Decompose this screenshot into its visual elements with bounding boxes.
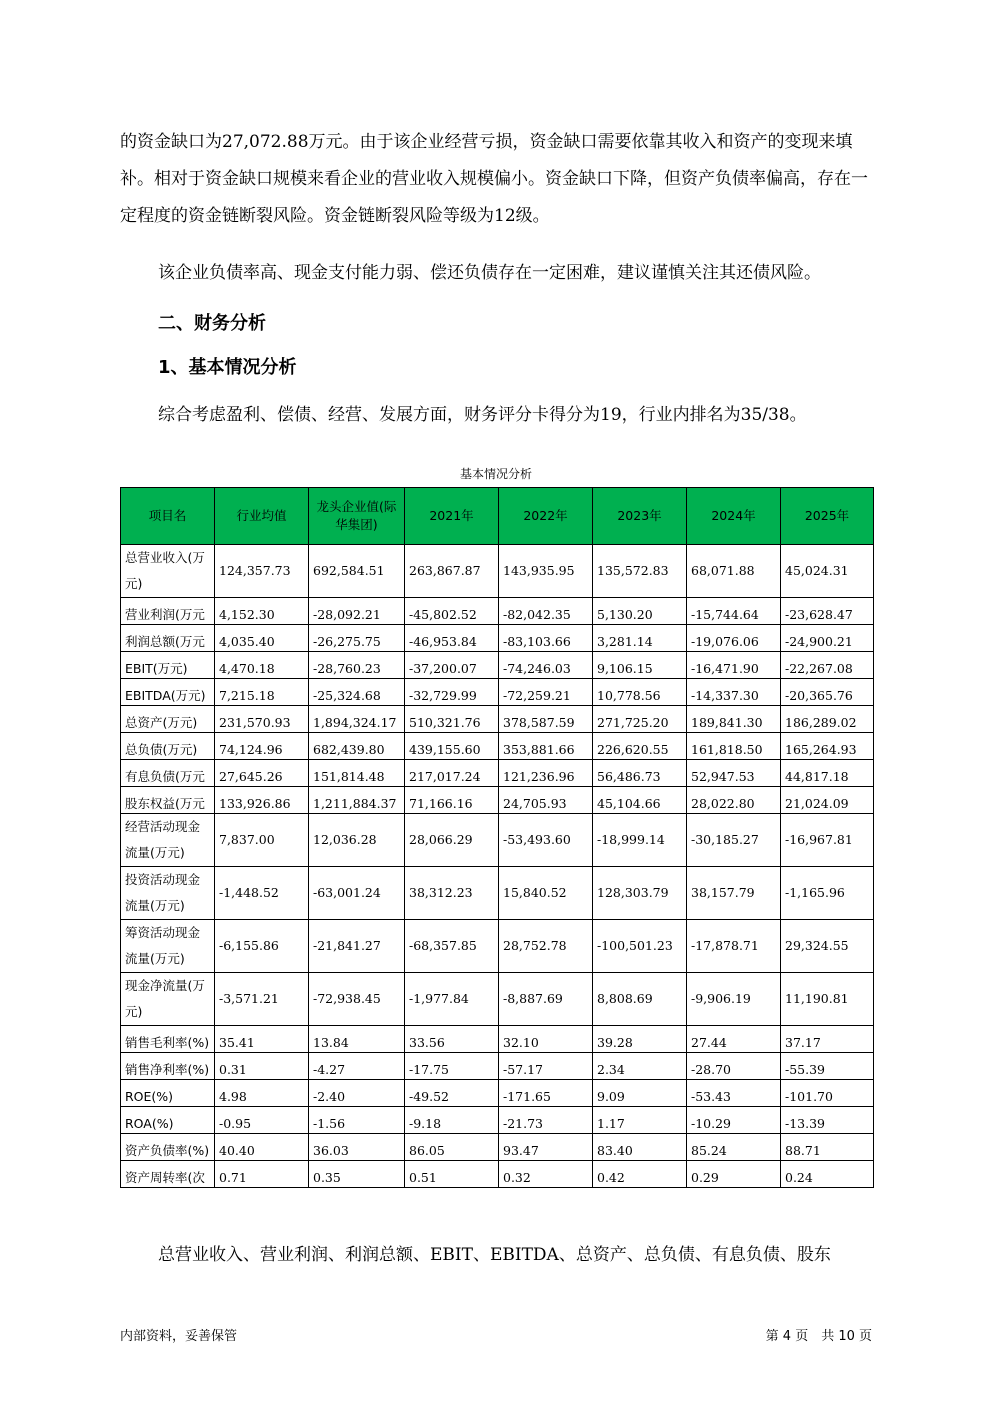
table-cell: 378,587.59 — [499, 706, 593, 733]
table-cell: 44,817.18 — [781, 760, 874, 787]
table-cell: 33.56 — [405, 1026, 499, 1053]
table-cell: -28.70 — [687, 1053, 781, 1080]
table-caption: 基本情况分析 — [459, 467, 532, 481]
table-cell: -8,887.69 — [499, 973, 593, 1026]
row-label: 筹资活动现金流量(万元) — [121, 920, 215, 973]
table-cell: 56,486.73 — [593, 760, 687, 787]
table-cell: 8,808.69 — [593, 973, 687, 1026]
table-cell: -1,165.96 — [781, 867, 874, 920]
table-cell: -17.75 — [405, 1053, 499, 1080]
table-cell: -171.65 — [499, 1080, 593, 1107]
table-cell: 40.40 — [215, 1134, 309, 1161]
table-cell: -21.73 — [499, 1107, 593, 1134]
paragraph-debt-risk: 该企业负债率高、现金支付能力弱、偿还负债存在一定困难，建议谨慎关注其还债风险。 — [158, 263, 821, 283]
table-cell: -9,906.19 — [687, 973, 781, 1026]
table-cell: 29,324.55 — [781, 920, 874, 973]
basic-analysis-table — [120, 487, 874, 1188]
table-row — [121, 973, 874, 1026]
table-cell: -4.27 — [309, 1053, 405, 1080]
table-cell: -16,967.81 — [781, 814, 874, 867]
row-label: 资产周转率(次 — [121, 1161, 215, 1188]
row-label: 现金净流量(万元) — [121, 973, 215, 1026]
table-cell: 5,130.20 — [593, 598, 687, 625]
table-cell: 135,572.83 — [593, 545, 687, 598]
table-cell: -2.40 — [309, 1080, 405, 1107]
table-cell: -16,471.90 — [687, 652, 781, 679]
table-row — [121, 920, 874, 973]
table-cell: 36.03 — [309, 1134, 405, 1161]
table-cell: -1.56 — [309, 1107, 405, 1134]
table-row — [121, 814, 874, 867]
row-label: EBITDA(万元) — [121, 679, 215, 706]
table-cell: 161,818.50 — [687, 733, 781, 760]
subsection-heading: 1、基本情况分析 — [158, 357, 297, 378]
table-header-cell: 2021年 — [405, 488, 499, 545]
section-heading: 二、财务分析 — [158, 313, 266, 334]
table-cell: -23,628.47 — [781, 598, 874, 625]
table-header-cell: 2025年 — [781, 488, 874, 545]
table-cell: -25,324.68 — [309, 679, 405, 706]
table-cell: 12,036.28 — [309, 814, 405, 867]
table-cell: 9.09 — [593, 1080, 687, 1107]
table-cell: -26,275.75 — [309, 625, 405, 652]
table-cell: -82,042.35 — [499, 598, 593, 625]
table-cell: -46,953.84 — [405, 625, 499, 652]
table-cell: -15,744.64 — [687, 598, 781, 625]
table-cell: 39.28 — [593, 1026, 687, 1053]
table-header-cell: 行业均值 — [215, 488, 309, 545]
table-cell: -53,493.60 — [499, 814, 593, 867]
paragraph-score: 综合考虑盈利、偿债、经营、发展方面，财务评分卡得分为19，行业内排名为35/38。 — [158, 405, 807, 425]
table-header-cell: 2024年 — [687, 488, 781, 545]
table-cell: -6,155.86 — [215, 920, 309, 973]
table-cell: -1,977.84 — [405, 973, 499, 1026]
table-row — [121, 1026, 874, 1053]
table-cell: 2.34 — [593, 1053, 687, 1080]
table-cell: 83.40 — [593, 1134, 687, 1161]
table-cell: 231,570.93 — [215, 706, 309, 733]
table-cell: 45,104.66 — [593, 787, 687, 814]
table-cell: -72,259.21 — [499, 679, 593, 706]
table-header-cell: 2023年 — [593, 488, 687, 545]
table-cell: 692,584.51 — [309, 545, 405, 598]
row-label: 股东权益(万元 — [121, 787, 215, 814]
table-cell: 510,321.76 — [405, 706, 499, 733]
table-cell: -100,501.23 — [593, 920, 687, 973]
table-row — [121, 706, 874, 733]
table-cell: 1,894,324.17 — [309, 706, 405, 733]
table-cell: 27,645.26 — [215, 760, 309, 787]
table-cell: 24,705.93 — [499, 787, 593, 814]
table-cell: 88.71 — [781, 1134, 874, 1161]
table-cell: -63,001.24 — [309, 867, 405, 920]
table-cell: 124,357.73 — [215, 545, 309, 598]
table-row — [121, 598, 874, 625]
table-cell: 1,211,884.37 — [309, 787, 405, 814]
table-cell: 3,281.14 — [593, 625, 687, 652]
table-row — [121, 1080, 874, 1107]
footer-page-number: 第 4 页 共 10 页 — [765, 1329, 872, 1344]
table-cell: 15,840.52 — [499, 867, 593, 920]
table-cell: -0.95 — [215, 1107, 309, 1134]
table-row — [121, 545, 874, 598]
table-row — [121, 1161, 874, 1188]
table-cell: 226,620.55 — [593, 733, 687, 760]
table-cell: 0.71 — [215, 1161, 309, 1188]
table-cell: -21,841.27 — [309, 920, 405, 973]
table-cell: -18,999.14 — [593, 814, 687, 867]
table-row — [121, 867, 874, 920]
row-label: ROE(%) — [121, 1080, 215, 1107]
table-row — [121, 625, 874, 652]
row-label: 经营活动现金流量(万元) — [121, 814, 215, 867]
table-cell: 45,024.31 — [781, 545, 874, 598]
table-cell: 7,215.18 — [215, 679, 309, 706]
table-cell: 0.24 — [781, 1161, 874, 1188]
table-cell: 86.05 — [405, 1134, 499, 1161]
row-label: EBIT(万元) — [121, 652, 215, 679]
table-cell: 0.42 — [593, 1161, 687, 1188]
table-cell: -17,878.71 — [687, 920, 781, 973]
row-label: 利润总额(万元 — [121, 625, 215, 652]
table-cell: 165,264.93 — [781, 733, 874, 760]
table-cell: -28,760.23 — [309, 652, 405, 679]
table-cell: -68,357.85 — [405, 920, 499, 973]
row-label: ROA(%) — [121, 1107, 215, 1134]
table-cell: 4,470.18 — [215, 652, 309, 679]
table-cell: -72,938.45 — [309, 973, 405, 1026]
footer-confidential: 内部资料，妥善保管 — [120, 1329, 238, 1344]
table-cell: 0.51 — [405, 1161, 499, 1188]
table-row — [121, 733, 874, 760]
table-cell: -30,185.27 — [687, 814, 781, 867]
table-cell: 21,024.09 — [781, 787, 874, 814]
table-cell: -55.39 — [781, 1053, 874, 1080]
table-cell: -74,246.03 — [499, 652, 593, 679]
table-header-cell: 项目名 — [121, 488, 215, 545]
table-row — [121, 1053, 874, 1080]
table-cell: 4,152.30 — [215, 598, 309, 625]
table-cell: 38,157.79 — [687, 867, 781, 920]
table-row — [121, 1134, 874, 1161]
table-cell: 682,439.80 — [309, 733, 405, 760]
table-cell: 4.98 — [215, 1080, 309, 1107]
table-cell: -10.29 — [687, 1107, 781, 1134]
table-row — [121, 760, 874, 787]
table-cell: 186,289.02 — [781, 706, 874, 733]
table-cell: 38,312.23 — [405, 867, 499, 920]
table-cell: 0.29 — [687, 1161, 781, 1188]
row-label: 总负债(万元) — [121, 733, 215, 760]
table-header-row — [121, 488, 874, 545]
table-cell: 28,022.80 — [687, 787, 781, 814]
table-cell: -28,092.21 — [309, 598, 405, 625]
table-cell: -14,337.30 — [687, 679, 781, 706]
table-cell: -37,200.07 — [405, 652, 499, 679]
table-cell: -101.70 — [781, 1080, 874, 1107]
table-cell: 263,867.87 — [405, 545, 499, 598]
table-body — [121, 545, 874, 1188]
table-cell: 128,303.79 — [593, 867, 687, 920]
table-cell: -49.52 — [405, 1080, 499, 1107]
table-cell: 133,926.86 — [215, 787, 309, 814]
row-label: 营业利润(万元 — [121, 598, 215, 625]
table-row — [121, 652, 874, 679]
table-cell: -45,802.52 — [405, 598, 499, 625]
table-cell: 1.17 — [593, 1107, 687, 1134]
row-label: 销售毛利率(%) — [121, 1026, 215, 1053]
table-cell: 10,778.56 — [593, 679, 687, 706]
table-cell: -57.17 — [499, 1053, 593, 1080]
row-label: 投资活动现金流量(万元) — [121, 867, 215, 920]
table-row — [121, 1107, 874, 1134]
table-cell: -9.18 — [405, 1107, 499, 1134]
table-cell: -20,365.76 — [781, 679, 874, 706]
table-cell: 52,947.53 — [687, 760, 781, 787]
table-cell: 71,166.16 — [405, 787, 499, 814]
table-cell: 353,881.66 — [499, 733, 593, 760]
table-cell: 11,190.81 — [781, 973, 874, 1026]
table-cell: 439,155.60 — [405, 733, 499, 760]
table-cell: 68,071.88 — [687, 545, 781, 598]
table-cell: 74,124.96 — [215, 733, 309, 760]
table-cell: 189,841.30 — [687, 706, 781, 733]
table-cell: 13.84 — [309, 1026, 405, 1053]
table-cell: -19,076.06 — [687, 625, 781, 652]
table-cell: -53.43 — [687, 1080, 781, 1107]
table-cell: -22,267.08 — [781, 652, 874, 679]
table-header-cell: 龙头企业值(际华集团) — [309, 488, 405, 545]
table-cell: 85.24 — [687, 1134, 781, 1161]
row-label: 总资产(万元) — [121, 706, 215, 733]
table-cell: 7,837.00 — [215, 814, 309, 867]
paragraph-continuation: 总营业收入、营业利润、利润总额、EBIT、EBITDA、总资产、总负债、有息负债、股东 — [158, 1245, 831, 1265]
table-cell: -3,571.21 — [215, 973, 309, 1026]
table-cell: 35.41 — [215, 1026, 309, 1053]
table-cell: 0.31 — [215, 1053, 309, 1080]
table-cell: -32,729.99 — [405, 679, 499, 706]
table-cell: 32.10 — [499, 1026, 593, 1053]
table-cell: 4,035.40 — [215, 625, 309, 652]
row-label: 有息负债(万元 — [121, 760, 215, 787]
table-cell: 143,935.95 — [499, 545, 593, 598]
table-cell: 27.44 — [687, 1026, 781, 1053]
row-label: 资产负债率(%) — [121, 1134, 215, 1161]
table-cell: 271,725.20 — [593, 706, 687, 733]
table-cell: 28,066.29 — [405, 814, 499, 867]
table-cell: 0.32 — [499, 1161, 593, 1188]
table-cell: 121,236.96 — [499, 760, 593, 787]
table-cell: 37.17 — [781, 1026, 874, 1053]
row-label: 销售净利率(%) — [121, 1053, 215, 1080]
table-cell: -83,103.66 — [499, 625, 593, 652]
table-cell: 9,106.15 — [593, 652, 687, 679]
table-cell: 151,814.48 — [309, 760, 405, 787]
table-header-cell: 2022年 — [499, 488, 593, 545]
table-cell: 217,017.24 — [405, 760, 499, 787]
paragraph-funding-gap: 的资金缺口为27,072.88万元。由于该企业经营亏损，资金缺口需要依靠其收入和资产的变现来填补。相对于资金缺口规模来看企业的营业收入规模偏小。资金缺口下降，但资产负债率偏高，存在一定程度的资金链断裂风险。资金链断裂风险等级为12级。 — [120, 132, 868, 226]
row-label: 总营业收入(万元) — [121, 545, 215, 598]
table-cell: 28,752.78 — [499, 920, 593, 973]
table-row — [121, 679, 874, 706]
table-cell: 93.47 — [499, 1134, 593, 1161]
table-cell: -13.39 — [781, 1107, 874, 1134]
table-cell: -24,900.21 — [781, 625, 874, 652]
table-cell: -1,448.52 — [215, 867, 309, 920]
table-cell: 0.35 — [309, 1161, 405, 1188]
table-row — [121, 787, 874, 814]
